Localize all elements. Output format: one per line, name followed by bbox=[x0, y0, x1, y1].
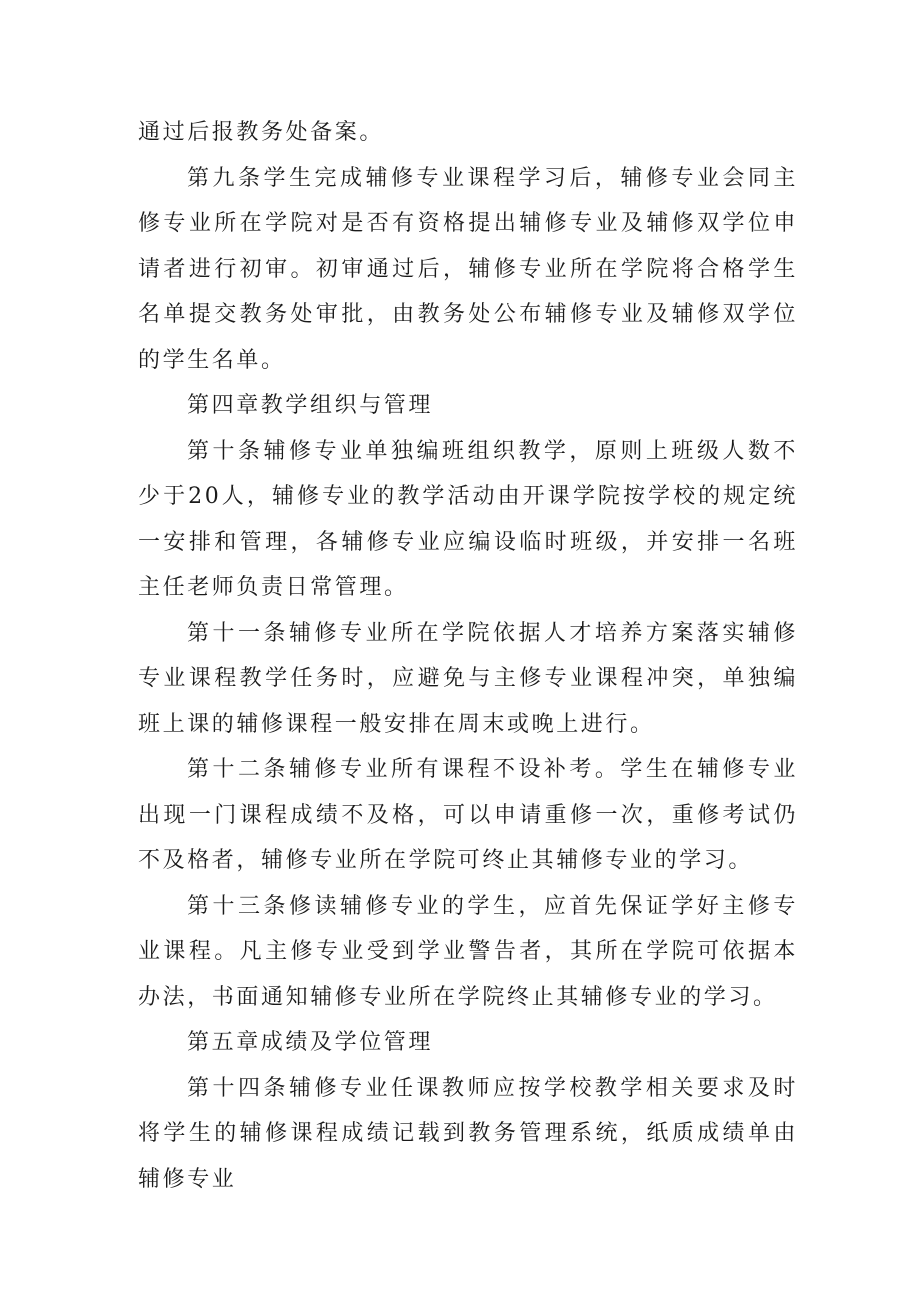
paragraph-continuation: 通过后报教务处备案。 bbox=[138, 120, 385, 145]
document-body bbox=[138, 110, 798, 1202]
chapter-heading-4: 第四章教学组织与管理 bbox=[187, 393, 434, 418]
paragraph-article-13: 第十三条修读辅修专业的学生，应首先保证学好主修专业课程。凡主修专业受到学业警告者，其所在学院可依据本办法，书面通知辅修专业所在学院终止其辅修专业的学习。 bbox=[138, 893, 798, 1010]
chapter-heading-5: 第五章成绩及学位管理 bbox=[187, 1030, 434, 1055]
paragraph-article-10: 第十条辅修专业单独编班组织教学，原则上班级人数不少于20人，辅修专业的教学活动由开课学院按学校的规定统一安排和管理，各辅修专业应编设临时班级，并安排一名班主任老师负责日常管理。 bbox=[138, 438, 798, 600]
paragraph-article-11: 第十一条辅修专业所在学院依据人才培养方案落实辅修专业课程教学任务时，应避免与主修专业课程冲突，单独编班上课的辅修课程一般安排在周末或晚上进行。 bbox=[138, 620, 798, 737]
paragraph-article-9: 第九条学生完成辅修专业课程学习后，辅修专业会同主修专业所在学院对是否有资格提出辅修专业及辅修双学位申请者进行初审。初审通过后，辅修专业所在学院将合格学生名单提交教务处审批，由教务处公布辅修专业及辅修双学位的学生名单。 bbox=[138, 165, 798, 373]
paragraph-article-12: 第十二条辅修专业所有课程不设补考。学生在辅修专业出现一门课程成绩不及格，可以申请重修一次，重修考试仍不及格者，辅修专业所在学院可终止其辅修专业的学习。 bbox=[138, 757, 798, 873]
paragraph-article-14: 第十四条辅修专业任课教师应按学校教学相关要求及时将学生的辅修课程成绩记载到教务管理系统，纸质成绩单由辅修专业 bbox=[138, 1075, 798, 1192]
